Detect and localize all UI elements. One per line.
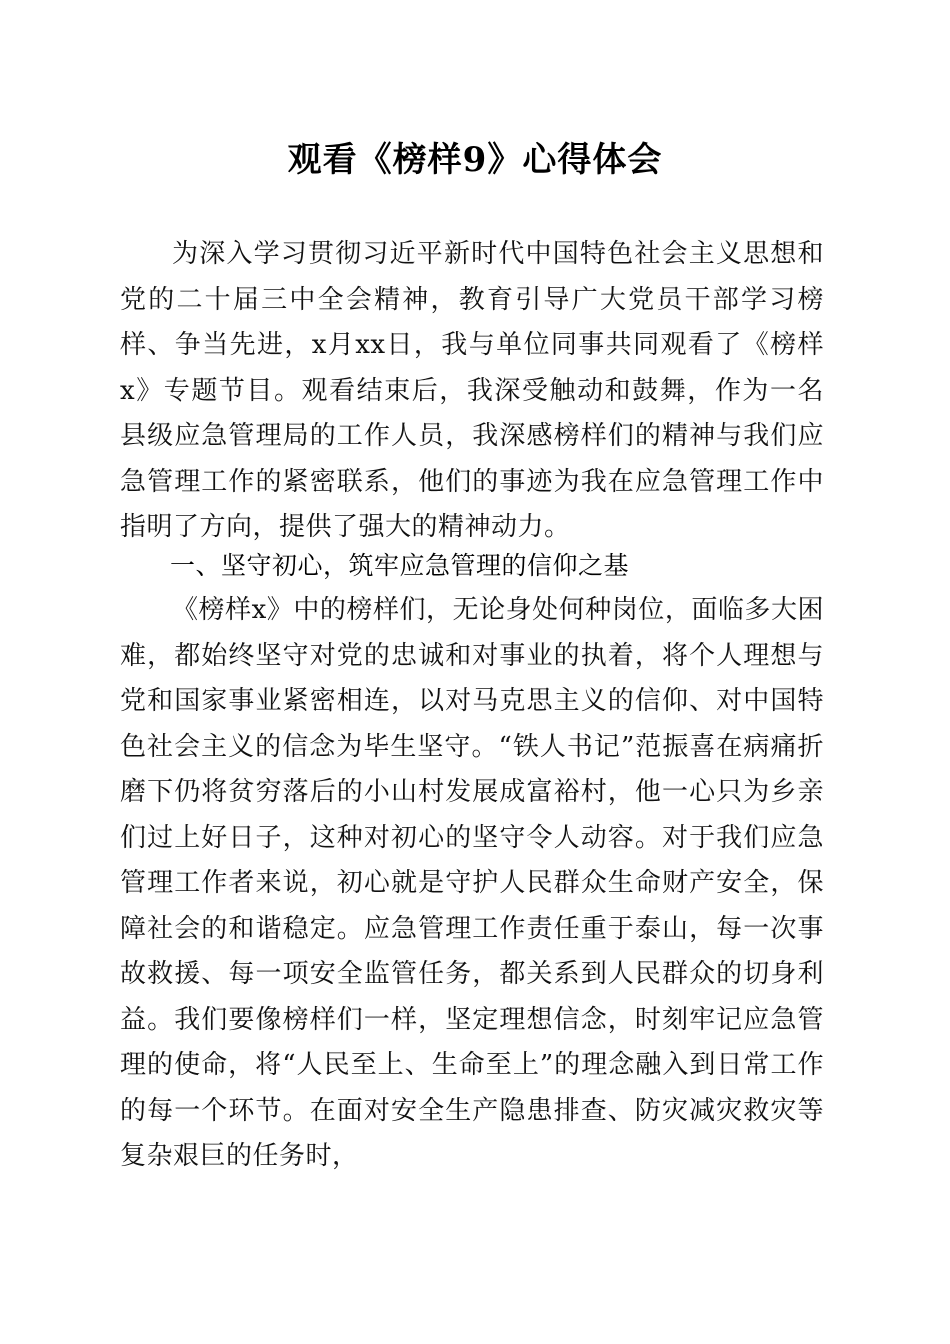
intro-paragraph-block	[120, 232, 824, 551]
section-1-paragraph-block	[120, 588, 824, 1180]
document-title: 观看《榜样9》心得体会	[287, 140, 663, 180]
intro-paragraph: 为深入学习贯彻习近平新时代中国特色社会主义思想和党的二十届三中全会精神，教育引导广大党员干部学习榜样、争当先进，x月xx日，我与单位同事共同观看了《榜样x》专题节目。观看结束后，我深受触动和鼓舞，作为一名县级应急管理局的工作人员，我深感榜样们的精神与我们应急管理工作的紧密联系，他们的事迹为我在应急管理工作中指明了方向，提供了强大的精神动力。	[120, 239, 824, 542]
section-1-paragraph: 《榜样x》中的榜样们，无论身处何种岗位，面临多大困难，都始终坚守对党的忠诚和对事业的执着，将个人理想与党和国家事业紧密相连，以对马克思主义的信仰、对中国特色社会主义的信念为毕生坚守。“铁人书记”范振喜在病痛折磨下仍将贫穷落后的小山村发展成富裕村，他一心只为乡亲们过上好日子，这种对初心的坚守令人动容。对于我们应急管理工作者来说，初心就是守护人民群众生命财产安全，保障社会的和谐稳定。应急管理工作责任重于泰山，每一次事故救援、每一项安全监管任务，都关系到人民群众的切身利益。我们要像榜样们一样，坚定理想信念，时刻牢记应急管理的使命，将“人民至上、生命至上”的理念融入到日常工作的每一个环节。在面对安全生产隐患排查、防灾减灾救灾等复杂艰巨的任务时，	[120, 595, 824, 1171]
section-heading-1: 一、坚守初心，筑牢应急管理的信仰之基	[170, 551, 630, 580]
